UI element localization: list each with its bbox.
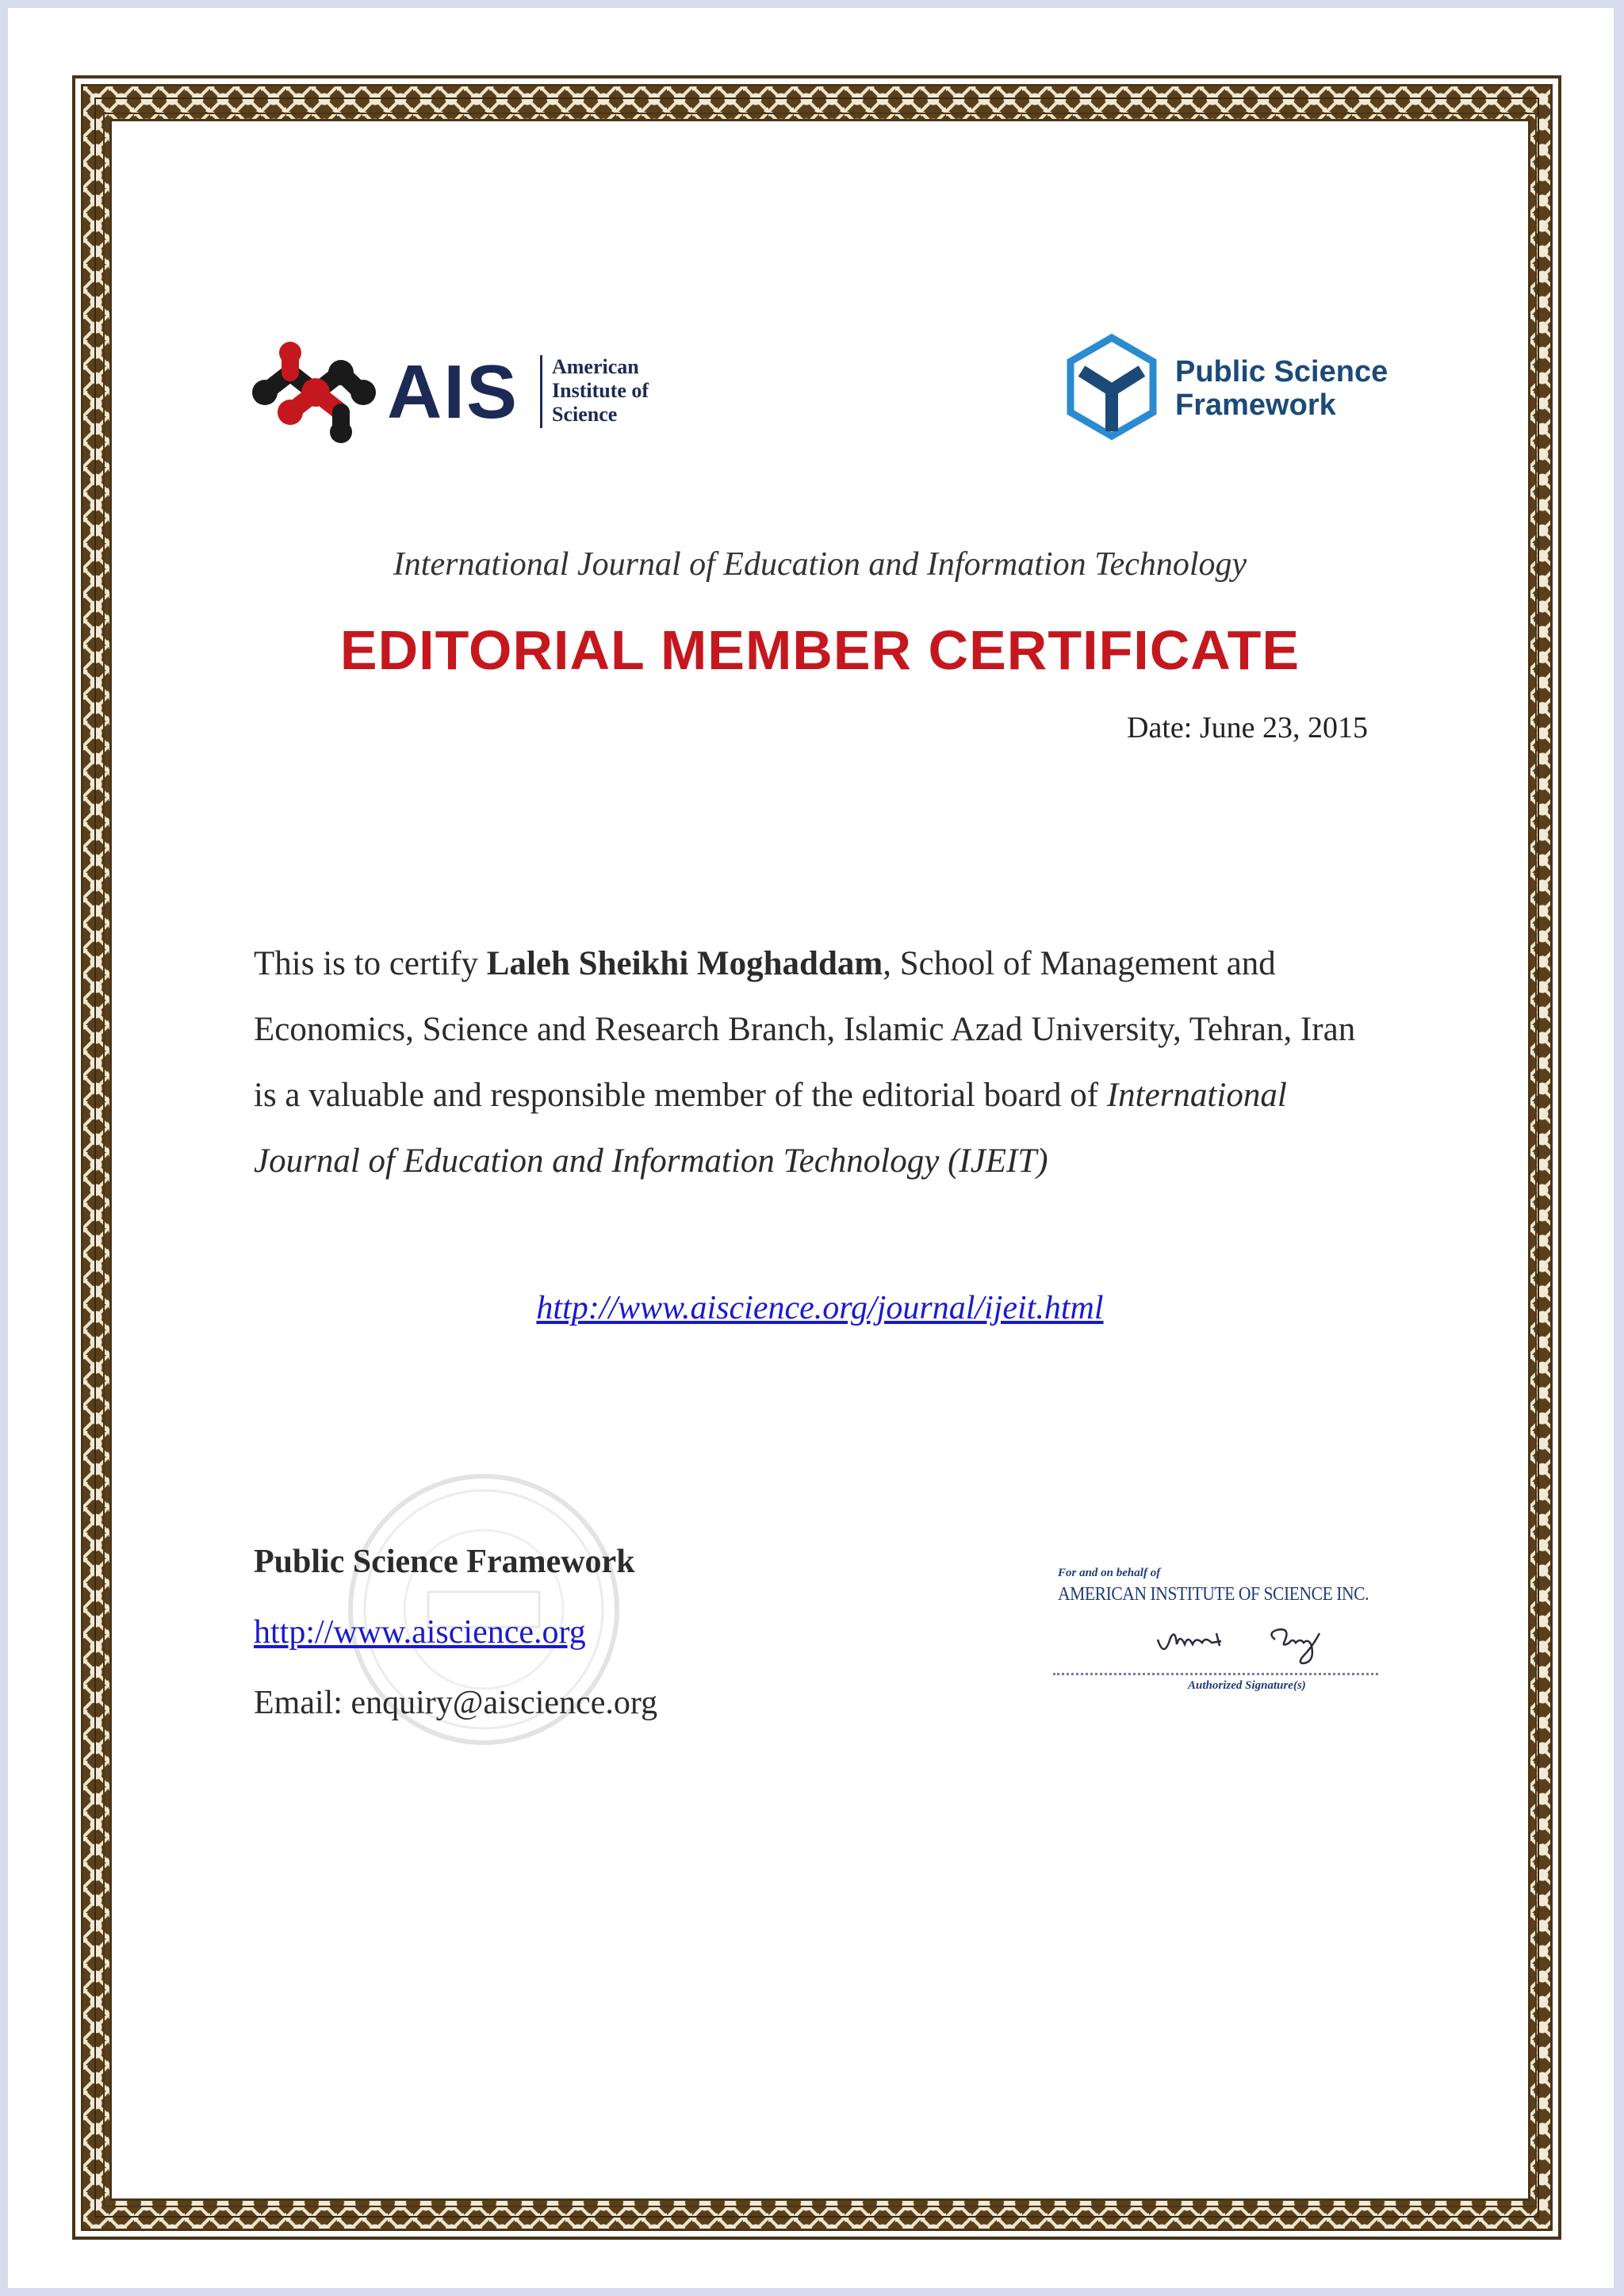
publisher-name: Public Science Framework (254, 1544, 635, 1580)
member-affiliation: , School of Management and Economics, Science and Research Branch, Islamic Azad University, Tehran, Iran is a valuable and responsible member of the editorial board of (254, 945, 1356, 1114)
ais-logo (243, 341, 671, 444)
date-value: June 23, 2015 (1199, 711, 1368, 744)
signature-caption: Authorized Signature(s) (1188, 1679, 1306, 1692)
psf-logo (1064, 333, 1413, 444)
journal-url-link[interactable]: http://www.aiscience.org/journal/ijeit.html (536, 1290, 1104, 1326)
handwritten-signature (1156, 1616, 1394, 1671)
publisher-info (254, 1527, 967, 1739)
statement-intro: This is to certify (254, 945, 487, 982)
certification-statement (254, 931, 1380, 1194)
certificate-page (8, 8, 1614, 2288)
email-label: Email: (254, 1685, 343, 1721)
journal-name: International Journal of Education and Information Technology (IJEIT) (254, 1077, 1287, 1180)
ais-full-name: American Institute of Science (552, 355, 649, 426)
hexagon-y-icon (1064, 333, 1159, 441)
signature-company: AMERICAN INSTITUTE OF SCIENCE INC. (1058, 1584, 1369, 1605)
publisher-email (254, 1668, 967, 1739)
certificate-title: EDITORIAL MEMBER CERTIFICATE (339, 619, 1300, 681)
signature-line (1053, 1673, 1378, 1675)
signature-on-behalf: For and on behalf of (1058, 1567, 1161, 1579)
member-name: Laleh Sheikhi Moghaddam (486, 945, 883, 982)
ais-separator (540, 355, 542, 428)
date-label: Date: (1127, 711, 1193, 744)
certificate-date (1127, 710, 1368, 745)
journal-url-line (246, 1289, 1394, 1327)
psf-name: Public Science Framework (1175, 355, 1388, 422)
signature-block (1053, 1567, 1378, 1701)
publisher-website-link[interactable]: http://www.aiscience.org (254, 1614, 586, 1651)
email-value: enquiry@aiscience.org (350, 1685, 658, 1721)
ais-molecule-icon (243, 341, 381, 444)
journal-title: International Journal of Education and Information Technology (393, 546, 1247, 583)
ais-abbreviation: AIS (387, 350, 519, 434)
